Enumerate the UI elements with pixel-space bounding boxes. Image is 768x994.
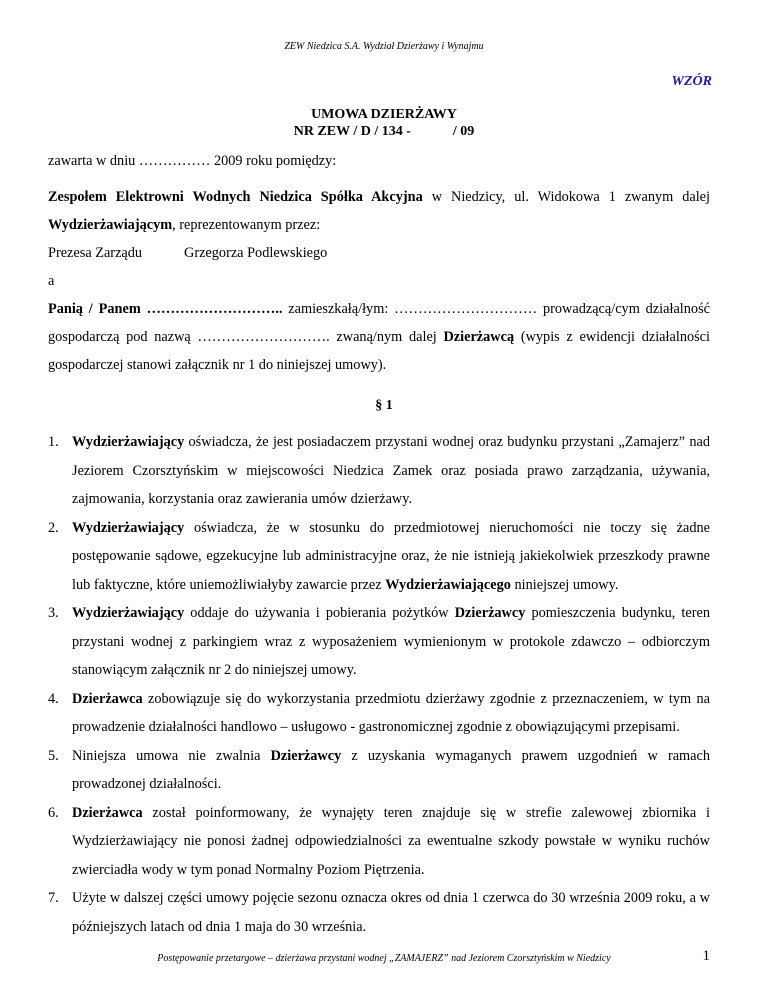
item-number: 1. [48, 434, 59, 450]
item-bold: Dzierżawca [72, 804, 143, 821]
title-line-2: NR ZEW / D / 134 - / 09 [293, 124, 475, 139]
section-heading: § 1 [375, 398, 393, 413]
item-text: pomieszczenia budynku, teren przystani wodnej z parkingiem wraz z wyposażeniem wymienionym w protokole zdawczo – odbiorczym stanowiącym załącznik nr 2 do niniejszej umowy. [72, 605, 710, 678]
item-bold: Wydzierżawiającego [385, 576, 511, 593]
item-text: oddaje do używania i pobierania pożytków [184, 605, 455, 621]
item-number: 6. [48, 804, 59, 821]
item-bold: Dzierżawcy [454, 605, 526, 621]
item-text: niniejszej umowy. [510, 576, 619, 593]
list-item [48, 799, 710, 885]
item-bold: Wydzierżawiający [72, 605, 185, 621]
item-text: z uzyskania wymaganych prawem uzgodnień w ramach prowadzonej działalności. [72, 747, 711, 792]
party2-role: Dzierżawcą [443, 329, 515, 345]
party2-text: zamieszkałą/łym: ………………………… prowadzącą/cym działalność gospodarczą pod nazwą ………………………. zwaną/nym dalej [48, 301, 710, 345]
and-line: a [48, 273, 55, 289]
item-text: oświadcza, że w stosunku do przedmiotowej nieruchomości nie toczy się żadne postępowanie sądowe, egzekucyjne lub administracyjne oraz, że nie istnieją jakiekolwiek przeszkody prawne lub faktyczne, które uniemożliwiałyby zawarcie przez [72, 519, 710, 593]
rep-title: Prezesa Zarządu [48, 245, 143, 261]
list-item [48, 742, 710, 799]
party1-tail: , reprezentowanym przez: [172, 217, 321, 233]
list-item [48, 884, 710, 941]
item-bold: Dzierżawcy [270, 747, 342, 764]
item-text: Niniejsza umowa nie zwalnia [72, 747, 271, 764]
party2-paragraph [48, 295, 710, 379]
list-item [48, 685, 710, 742]
intro-block [48, 147, 710, 379]
template-label: WZÓR [671, 74, 712, 89]
party2-name: Panią / Panem ……………………….. [48, 301, 283, 317]
party1-name: Zespołem Elektrowni Wodnych Niedzica Spółka Akcyjna [48, 189, 423, 205]
date-line: zawarta w dniu …………… 2009 roku pomiędzy: [48, 153, 337, 169]
page-header: ZEW Niedzica S.A. Wydział Dzierżawy i Wynajmu [284, 41, 484, 52]
page-number: 1 [702, 948, 710, 964]
item-bold: Dzierżawca [72, 690, 143, 707]
item-text: został poinformowany, że wynajęty teren znajduje się w strefie zalewowej zbiornika i Wydzierżawiający nie ponosi żadnej odpowiedzialności za ewentualne szkody powstałe w wyniku ruchów zwierciadła wody w tym ponad Normalny Poziom Piętrzenia. [72, 804, 710, 878]
item-number: 7. [48, 890, 59, 906]
page-footer: Postępowanie przetargowe – dzierżawa przystani wodnej „ZAMAJERZ” nad Jeziorem Czorsztyńskim w Niedzicy [157, 953, 611, 964]
party1-address: w Niedzicy, ul. Widokowa 1 zwanym dalej [422, 189, 711, 205]
party2-tail: (wypis z ewidencji działalności gospodarczej stanowi załącznik nr 1 do niniejszej umowy). [48, 329, 710, 373]
title-line-1: UMOWA DZIERŻAWY [311, 107, 457, 122]
representative-line [48, 239, 710, 267]
clause-list [48, 428, 710, 941]
item-bold: Wydzierżawiający [72, 519, 185, 536]
item-bold: Wydzierżawiający [72, 434, 185, 450]
item-number: 4. [48, 690, 59, 707]
list-item [48, 428, 710, 514]
list-item [48, 599, 710, 685]
item-text: oświadcza, że jest posiadaczem przystani wodnej oraz budynku przystani „Zamajerz” nad Jeziorem Czorsztyńskim w miejscowości Niedzica Zamek oraz posiada prawo zarządzania, używania, zajmowania, korzystania oraz zawierania umów dzierżawy. [72, 434, 710, 507]
item-number: 5. [48, 747, 59, 764]
item-text: Użyte w dalszej części umowy pojęcie sezonu oznacza okres od dnia 1 czerwca do 30 września 2009 roku, a w późniejszych latach od dnia 1 maja do 30 września. [72, 890, 710, 935]
list-item [48, 514, 710, 600]
party1-paragraph [48, 183, 710, 239]
item-text: zobowiązuje się do wykorzystania przedmiotu dzierżawy zgodnie z przeznaczeniem, w tym na prowadzenie działalności handlowo – usługowo - gastronomicznej zgodnie z obowiązującymi przepisami. [72, 690, 710, 735]
item-number: 2. [48, 519, 59, 536]
rep-name: Grzegorza Podlewskiego [184, 245, 328, 261]
party1-role: Wydzierżawiającym [48, 217, 173, 233]
item-number: 3. [48, 605, 59, 621]
document-title [0, 106, 768, 140]
